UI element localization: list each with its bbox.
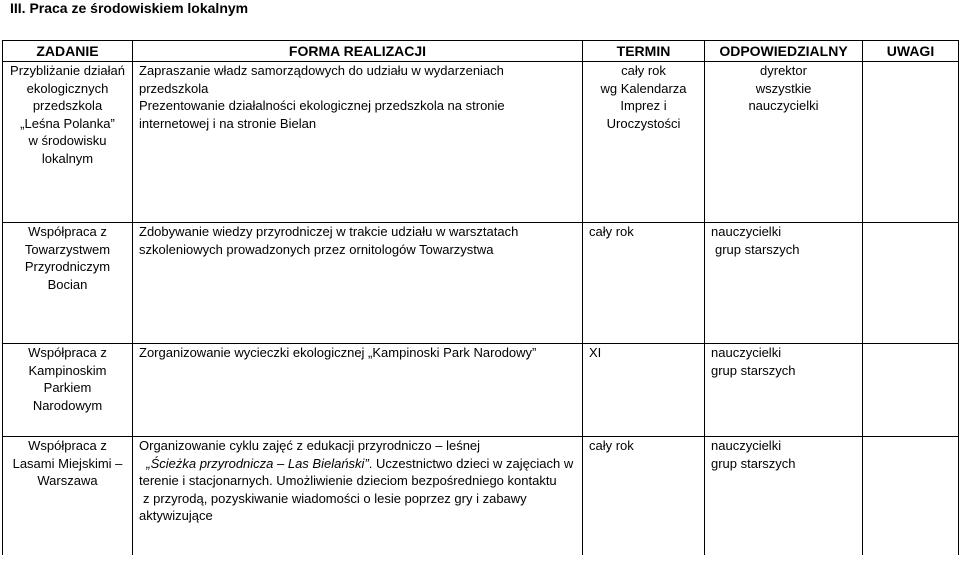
cell-forma (133, 344, 583, 437)
cell-line: Imprez i (620, 98, 667, 113)
cell-termin (583, 344, 705, 437)
cell-zadanie (3, 437, 133, 556)
cell-line: nauczycielki (711, 224, 782, 239)
cell-line: lokalnym (41, 150, 94, 166)
cell-line: Przyrodniczym (24, 259, 111, 274)
table-row (3, 62, 959, 223)
cell-line: wg Kalendarza (600, 80, 687, 96)
cell-line: Współpraca z (28, 224, 107, 239)
cell-line: XI (589, 345, 602, 360)
cell-line: Współpraca z (28, 345, 107, 360)
cell-termin (583, 223, 705, 344)
cell-uwagi (863, 223, 959, 344)
cell-odpowiedzialny (705, 344, 863, 437)
cell-line: z przyrodą, pozyskiwanie wiadomości o lesie poprzez gry i zabawy (143, 490, 527, 506)
cell-line-italic: „Ścieżka przyrodnicza – Las Bielański” (146, 455, 369, 471)
cell-line: Parkiem (43, 380, 92, 395)
cell-line: Towarzystwem (24, 241, 111, 257)
cell-termin (583, 437, 705, 556)
table-row (3, 437, 959, 556)
cell-line: Lasami Miejskimi – (12, 455, 123, 471)
cell-line: terenie i stacjonarnych. Umożliwienie dzieciom bezpośredniego kontaktu (139, 473, 557, 488)
cell-line: grup starszych (711, 455, 796, 471)
cell-line: Współpraca z (28, 438, 107, 453)
cell-forma (133, 437, 583, 556)
cell-line: przedszkola (32, 98, 103, 113)
header-row (3, 41, 959, 62)
cell-line: internetowej i na stronie Bielan (139, 115, 317, 131)
cell-uwagi (863, 62, 959, 223)
cell-forma (133, 62, 583, 223)
cell-line: Przybliżanie działań (10, 63, 125, 78)
cell-line: przedszkola (139, 80, 209, 96)
cell-line: szkoleniowych prowadzonych przez ornitologów Towarzystwa (139, 241, 494, 257)
cell-line (139, 455, 576, 473)
cell-line: wszystkie (755, 80, 812, 96)
cell-line: nauczycielki (748, 98, 819, 113)
cell-line: w środowisku (28, 133, 107, 148)
cell-line: nauczycielki (711, 438, 782, 453)
table-row (3, 223, 959, 344)
cell-line: aktywizujące (139, 508, 213, 523)
header-uwagi: UWAGI (863, 41, 959, 62)
cell-line-rest: . Uczestnictwo dzieci w zajęciach w (368, 455, 574, 471)
cell-termin (583, 62, 705, 223)
header-forma: FORMA REALIZACJI (133, 41, 583, 62)
cell-line: Zorganizowanie wycieczki ekologicznej „Kampinoski Park Narodowy” (139, 345, 537, 360)
cell-odpowiedzialny (705, 223, 863, 344)
cell-forma (133, 223, 583, 344)
cell-line: Uroczystości (606, 115, 681, 131)
cell-zadanie (3, 344, 133, 437)
cell-line: Prezentowanie działalności ekologicznej przedszkola na stronie (139, 98, 505, 113)
cell-line: cały rok (621, 63, 666, 78)
header-zadanie: ZADANIE (3, 41, 133, 62)
header-odpowiedzialny: ODPOWIEDZIALNY (705, 41, 863, 62)
plan-table (2, 40, 959, 555)
cell-odpowiedzialny (705, 62, 863, 223)
cell-line: grup starszych (715, 241, 800, 257)
cell-line: Organizowanie cyklu zajęć z edukacji przyrodniczo – leśnej (139, 438, 481, 453)
cell-line: Zdobywanie wiedzy przyrodniczej w trakcie udziału w warsztatach (139, 224, 519, 239)
cell-uwagi (863, 344, 959, 437)
cell-zadanie (3, 62, 133, 223)
cell-line: dyrektor (760, 63, 807, 78)
cell-odpowiedzialny (705, 437, 863, 556)
cell-uwagi (863, 437, 959, 556)
header-termin: TERMIN (583, 41, 705, 62)
cell-line: Narodowym (32, 397, 103, 413)
cell-line: Warszawa (37, 473, 98, 488)
cell-line: cały rok (589, 438, 634, 453)
cell-line: cały rok (589, 224, 634, 239)
cell-line: Kampinoskim (28, 362, 107, 378)
section-title: III. Praca ze środowiskiem lokalnym (10, 0, 249, 16)
cell-zadanie (3, 223, 133, 344)
table-row (3, 344, 959, 437)
cell-line: grup starszych (711, 362, 796, 378)
cell-line: „Leśna Polanka” (20, 115, 115, 131)
cell-line: ekologicznych (26, 80, 109, 96)
cell-line: nauczycielki (711, 345, 782, 360)
cell-line: Bocian (47, 276, 88, 292)
cell-line: Zapraszanie władz samorządowych do udziału w wydarzeniach (139, 63, 504, 78)
